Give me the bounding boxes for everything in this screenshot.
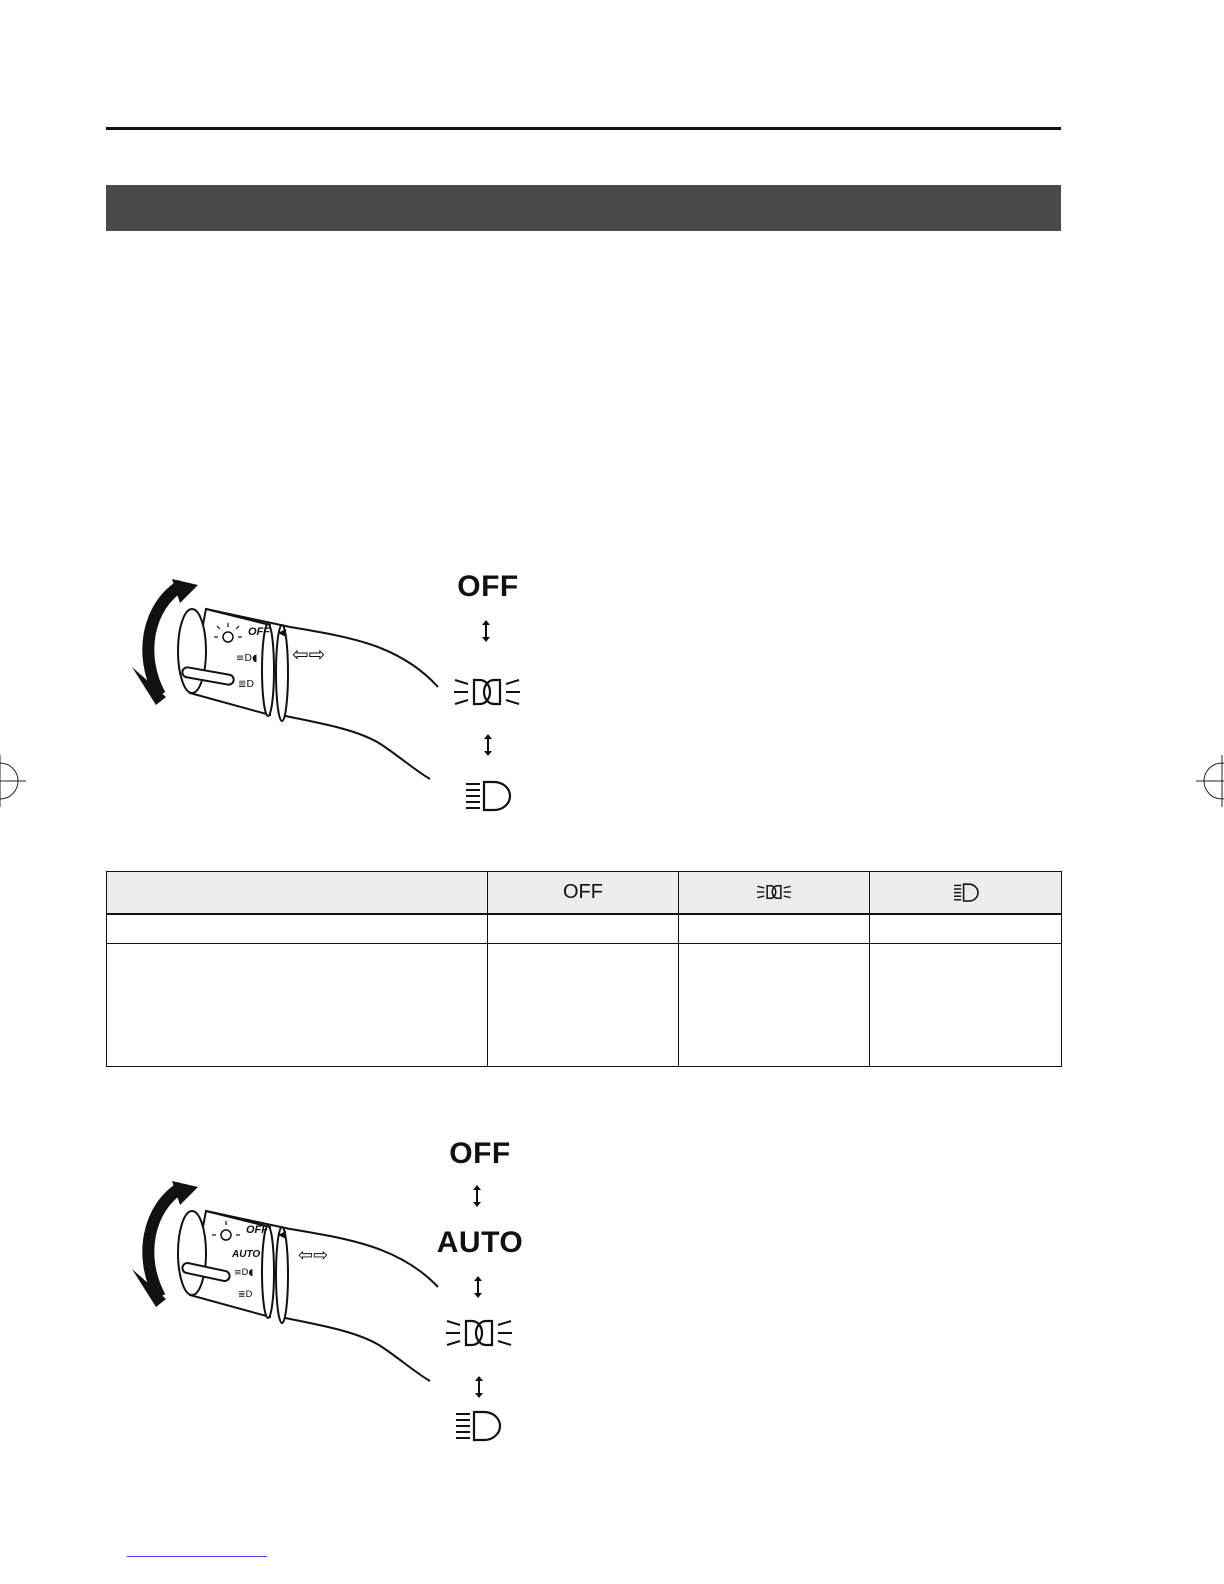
- footer-link-underline[interactable]: [127, 1556, 267, 1557]
- section-header-bar: [106, 185, 1061, 231]
- table-cell: [107, 944, 488, 1067]
- lever-auto-label: AUTO: [232, 1249, 261, 1260]
- up-down-arrow-icon: [474, 1376, 484, 1398]
- table-cell: [107, 914, 488, 944]
- lever-parking-icon: ≡D◖: [234, 1268, 254, 1278]
- parking-lights-icon: [444, 1313, 514, 1353]
- top-rule: [106, 127, 1061, 130]
- table-cell: [488, 914, 679, 944]
- parking-lights-icon: [754, 880, 794, 904]
- headlights-icon: [452, 1406, 508, 1446]
- position-off-label: OFF: [449, 1137, 511, 1170]
- lever-headlight-icon: ≣D: [238, 679, 255, 690]
- position-auto-label: AUTO: [436, 1226, 524, 1259]
- turn-signal-arrows-icon: ⇦⇨: [292, 642, 326, 666]
- table-cell: [870, 944, 1062, 1067]
- light-switch-lever-auto-illustration: [120, 1175, 450, 1385]
- parking-lights-icon: [452, 672, 522, 712]
- up-down-arrow-icon: [483, 734, 493, 756]
- lever-off-label: OFF: [248, 626, 270, 638]
- light-status-table: [106, 871, 1062, 1067]
- table-header-headlights: [870, 872, 1062, 914]
- table-row: [107, 914, 1062, 944]
- lever-parking-icon: ≡D◖: [236, 653, 258, 664]
- table-cell: [679, 944, 870, 1067]
- headlights-icon: [946, 880, 986, 904]
- up-down-arrow-icon: [472, 1185, 482, 1207]
- up-down-arrow-icon: [481, 620, 491, 642]
- registration-mark-icon: [1196, 755, 1224, 807]
- turn-signal-arrows-icon: ⇦⇨: [298, 1245, 329, 1266]
- table-header-row: [107, 872, 1062, 914]
- table-header-cell: [107, 872, 488, 914]
- headlights-icon: [462, 776, 518, 816]
- table-cell: [870, 914, 1062, 944]
- table-header-off: OFF: [488, 872, 679, 914]
- table-cell: [679, 914, 870, 944]
- table-header-parking: [679, 872, 870, 914]
- lever-headlight-icon: ≣D: [238, 1290, 253, 1300]
- position-off-label: OFF: [457, 570, 519, 603]
- light-switch-lever-illustration: [120, 575, 450, 785]
- registration-mark-icon: [0, 755, 26, 807]
- table-cell: [488, 944, 679, 1067]
- table-row: [107, 944, 1062, 1067]
- up-down-arrow-icon: [473, 1276, 483, 1298]
- lever-off-label: OFF: [246, 1224, 268, 1236]
